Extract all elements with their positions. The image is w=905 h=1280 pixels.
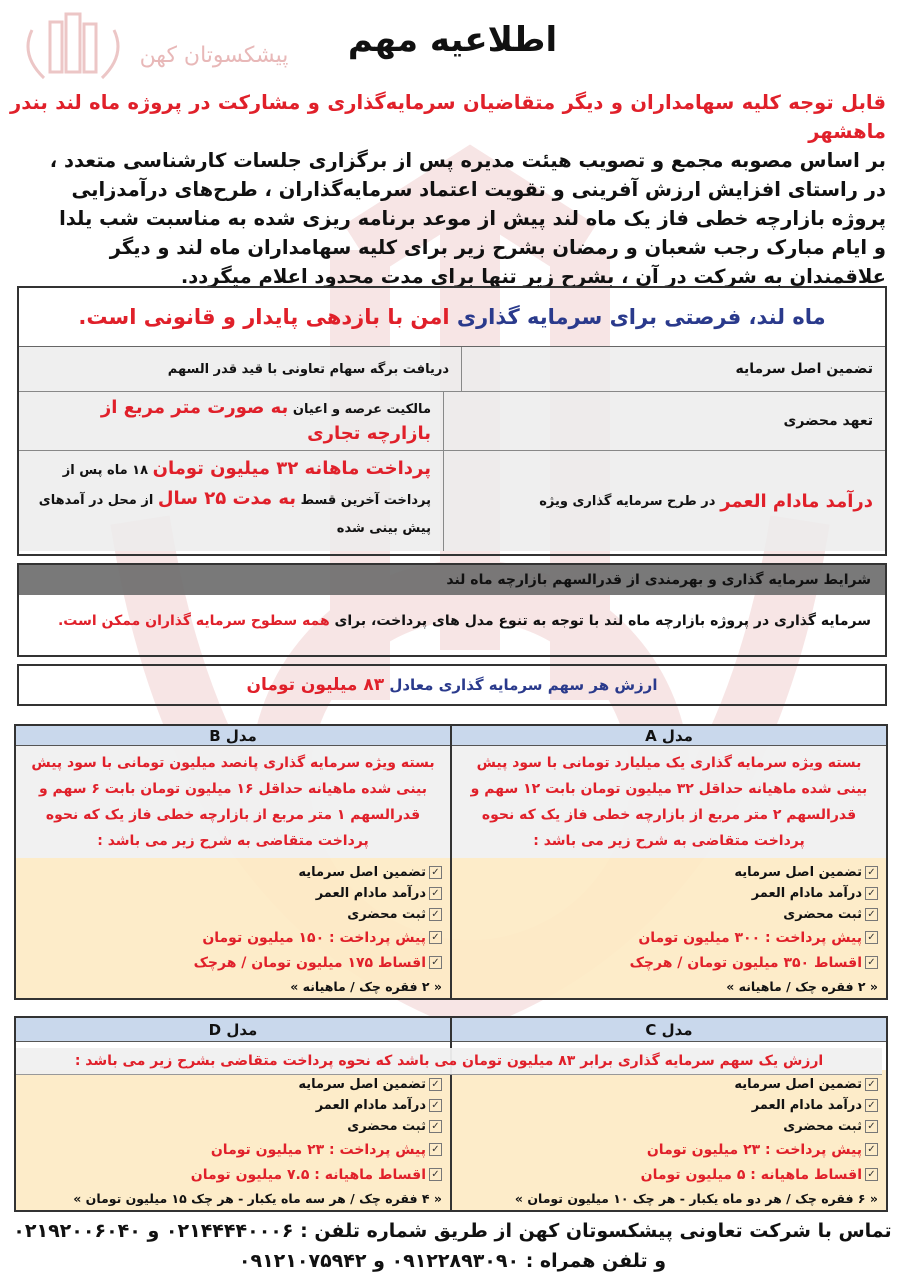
model-a-column xyxy=(450,726,886,998)
row-value-highlight: پرداخت ماهانه ۳۲ میلیون تومان xyxy=(152,458,431,479)
model-a-note: « ۲ فقره چک / ماهیانه » xyxy=(726,979,878,994)
checkbox-icon: ✓ xyxy=(865,1099,878,1112)
list-item-text: اقساط ماهیانه : ۵ میلیون تومان xyxy=(640,1166,862,1183)
checkbox-icon: ✓ xyxy=(429,1168,442,1181)
model-c-header: مدل C xyxy=(452,1018,886,1042)
list-item xyxy=(460,904,878,925)
list-item xyxy=(24,862,442,883)
list-item-text: تضمین اصل سرمایه xyxy=(734,865,862,880)
conditions-body xyxy=(19,595,885,647)
list-item-text: درآمد مادام العمر xyxy=(315,886,426,901)
checkbox-icon: ✓ xyxy=(429,887,442,900)
opportunity-heading xyxy=(19,288,885,347)
row-value: دریافت برگه سهام تعاونی با قید قدر السهم xyxy=(167,362,449,377)
list-item-text: پیش پرداخت : ۱۵۰ میلیون تومان xyxy=(202,929,426,946)
row-label-highlight: درآمد مادام العمر xyxy=(720,490,873,512)
share-value-box xyxy=(17,664,887,706)
list-item-text: ثبت محضری xyxy=(783,1119,862,1134)
list-item-text: درآمد مادام العمر xyxy=(751,886,862,901)
intro-line: در راستای افزایش ارزش آفرینی و تقویت اعتماد سرمایه‌گذاران ، طرح‌های درآمدزایی xyxy=(71,178,886,201)
checkbox-icon: ✓ xyxy=(429,1120,442,1133)
model-b-description: بسته ویژه سرمایه گذاری پانصد میلیون تومانی با سود پیش بینی شده ماهیانه حداقل ۱۶ میلیون تومان بابت ۶ سهم و قدرالسهم ۱ متر مربع از بازارچه خطی فاز یک که نحوه پرداخت متقاضی به شرح زیر می باشد : xyxy=(16,746,450,858)
page-title: اطلاعیه مهم xyxy=(347,20,558,60)
row-value-text: مالکیت عرصه و اعیان xyxy=(292,402,431,417)
opportunity-box xyxy=(17,286,887,556)
list-item-text: تضمین اصل سرمایه xyxy=(298,1077,426,1092)
checkbox-icon: ✓ xyxy=(865,1143,878,1156)
list-item-text: تضمین اصل سرمایه xyxy=(298,865,426,880)
list-item xyxy=(24,950,442,975)
row-value xyxy=(19,451,443,551)
list-item-text: ثبت محضری xyxy=(783,907,862,922)
model-c-column xyxy=(450,1018,886,1210)
checkbox-icon: ✓ xyxy=(865,1078,878,1091)
list-item xyxy=(460,883,878,904)
checkbox-icon: ✓ xyxy=(429,1143,442,1156)
checkbox-icon: ✓ xyxy=(865,1120,878,1133)
checkbox-icon: ✓ xyxy=(429,931,442,944)
intro-paragraph xyxy=(10,88,886,291)
model-d-note: « ۴ فقره چک / هر سه ماه یکبار - هر چک ۱۵ میلیون تومان » xyxy=(73,1191,442,1206)
contact-mobiles: و تلفن همراه : ۰۹۱۲۲۸۹۳۰۹۰ و ۰۹۱۲۱۰۷۵۹۴۲ xyxy=(238,1250,667,1272)
checkbox-icon: ✓ xyxy=(865,931,878,944)
table-row xyxy=(19,347,885,392)
models-bottom-description: ارزش یک سهم سرمایه گذاری برابر ۸۳ میلیون تومان می باشد که نحوه پرداخت متقاضی بشرح زیر می باشد : xyxy=(16,1048,882,1075)
list-item-text: درآمد مادام العمر xyxy=(315,1098,426,1113)
list-item-text: اقساط ۱۷۵ میلیون تومان / هرچک xyxy=(193,954,426,971)
model-c-note: « ۶ فقره چک / هر دو ماه یکبار - هر چک ۱۰ میلیون تومان » xyxy=(514,1191,878,1206)
row-value-highlight: به مدت ۲۵ سال xyxy=(157,488,297,509)
intro-line: علاقمندان به شرکت در آن ، بشرح زیر تنها برای مدت محدود اعلام میگردد. xyxy=(180,265,886,288)
list-item xyxy=(24,883,442,904)
contact-phones: تماس با شرکت تعاونی پیشکسوتان کهن از طریق شماره تلفن : ۰۲۱۴۴۴۴۰۰۰۶ و ۰۲۱۹۲۰۰۶۰۴۰ xyxy=(13,1220,892,1242)
model-a-list xyxy=(452,858,886,998)
table-row xyxy=(19,392,885,451)
model-b-note: « ۲ فقره چک / ماهیانه » xyxy=(290,979,442,994)
row-value-text: ۱۸ ماه پس از xyxy=(62,463,149,478)
share-value-amount: ۸۳ میلیون تومان xyxy=(246,675,385,695)
list-item xyxy=(460,1095,878,1116)
checkbox-icon: ✓ xyxy=(429,908,442,921)
list-item xyxy=(460,1137,878,1162)
conditions-text: سرمایه گذاری در پروژه بازارچه ماه لند با توجه به تنوع مدل های پرداخت، برای xyxy=(334,613,871,629)
list-item xyxy=(460,950,878,975)
model-a-description: بسته ویژه سرمایه گذاری یک میلیارد تومانی با سود پیش بینی شده ماهیانه حداقل ۳۲ میلیون تومان بابت ۱۲ سهم و قدرالسهم ۲ متر مربع از بازارچه خطی فاز یک که نحوه پرداخت متقاضی به شرح زیر می باشد : xyxy=(452,746,886,858)
row-value xyxy=(19,392,443,450)
list-item xyxy=(460,925,878,950)
row-value-highlight: به صورت متر مربع از بازارچه تجاری xyxy=(100,397,431,444)
model-b-list xyxy=(16,858,450,998)
list-item-text: درآمد مادام العمر xyxy=(751,1098,862,1113)
checkbox-icon: ✓ xyxy=(429,1078,442,1091)
list-item-text: تضمین اصل سرمایه xyxy=(734,1077,862,1092)
row-value-text: از محل در آمدهای xyxy=(38,493,154,508)
intro-line: پروژه بازارچه خطی فاز یک ماه لند پیش از موعد برنامه ریزی شده به مناسبت شب یلدا xyxy=(59,207,886,230)
list-item xyxy=(460,862,878,883)
row-value-text: پرداخت آخرین قسط xyxy=(300,493,431,508)
checkbox-icon: ✓ xyxy=(865,1168,878,1181)
checkbox-icon: ✓ xyxy=(865,866,878,879)
model-b-column xyxy=(16,726,450,998)
model-b-header: مدل B xyxy=(16,726,450,746)
conditions-box xyxy=(17,563,887,657)
contact-footer xyxy=(0,1216,905,1276)
model-d-list xyxy=(16,1070,450,1210)
list-item xyxy=(460,1116,878,1137)
logo-text: پیشکسوتان کهن xyxy=(139,43,289,68)
intro-line: بر اساس مصوبه مجمع و تصویب هیئت مدیره پس از برگزاری جلسات کارشناسی متعدد ، xyxy=(49,149,886,172)
checkbox-icon: ✓ xyxy=(865,956,878,969)
list-item xyxy=(24,1095,442,1116)
opportunity-heading-b: امن با بازدهی پایدار و قانونی است. xyxy=(78,305,450,329)
list-item-text: پیش پرداخت : ۲۳ میلیون تومان xyxy=(210,1141,426,1158)
intro-line-highlight: قابل توجه کلیه سهامداران و دیگر متقاضیان سرمایه‌گذاری و مشارکت در پروژه ماه لند بندر ماهشهر xyxy=(10,91,886,143)
models-top xyxy=(14,724,888,1000)
list-item-text: پیش پرداخت : ۳۰۰ میلیون تومان xyxy=(638,929,862,946)
model-a-header: مدل A xyxy=(452,726,886,746)
models-bottom xyxy=(14,1016,888,1212)
list-item xyxy=(460,1162,878,1187)
share-value-label: ارزش هر سهم سرمایه گذاری معادل xyxy=(389,676,658,694)
checkbox-icon: ✓ xyxy=(865,887,878,900)
list-item xyxy=(24,904,442,925)
row-label: تضمین اصل سرمایه xyxy=(461,347,885,391)
list-item xyxy=(460,1074,878,1095)
model-c-list xyxy=(452,1070,886,1210)
list-item xyxy=(24,925,442,950)
checkbox-icon: ✓ xyxy=(429,956,442,969)
list-item-text: ثبت محضری xyxy=(347,1119,426,1134)
model-d-column xyxy=(16,1018,450,1210)
checkbox-icon: ✓ xyxy=(429,1099,442,1112)
table-row xyxy=(19,451,885,551)
opportunity-heading-a: ماه لند، فرصتی برای سرمایه گذاری xyxy=(456,305,826,329)
checkbox-icon: ✓ xyxy=(865,908,878,921)
checkbox-icon: ✓ xyxy=(429,866,442,879)
list-item xyxy=(24,1137,442,1162)
list-item-text: اقساط ماهیانه : ۷.۵ میلیون تومان xyxy=(190,1166,426,1183)
intro-line: و ایام مبارک رجب شعبان و رمضان بشرح زیر برای کلیه سهامداران ماه لند و دیگر xyxy=(109,236,886,259)
conditions-heading: شرایط سرمایه گذاری و بهرمندی از قدرالسهم بازارچه ماه لند xyxy=(19,565,885,595)
row-label xyxy=(443,451,885,551)
list-item-text: پیش پرداخت : ۲۳ میلیون تومان xyxy=(646,1141,862,1158)
conditions-highlight: همه سطوح سرمایه گذاران ممکن است. xyxy=(57,613,330,629)
row-label-text: در طرح سرمایه گذاری ویژه xyxy=(539,493,716,509)
list-item-text: ثبت محضری xyxy=(347,907,426,922)
list-item xyxy=(24,1116,442,1137)
list-item xyxy=(24,1162,442,1187)
row-value-text: پیش بینی شده xyxy=(336,521,431,536)
model-d-header: مدل D xyxy=(16,1018,450,1042)
list-item xyxy=(24,1074,442,1095)
list-item-text: اقساط ۳۵۰ میلیون تومان / هرچک xyxy=(629,954,862,971)
row-label: تعهد محضری xyxy=(443,392,885,450)
